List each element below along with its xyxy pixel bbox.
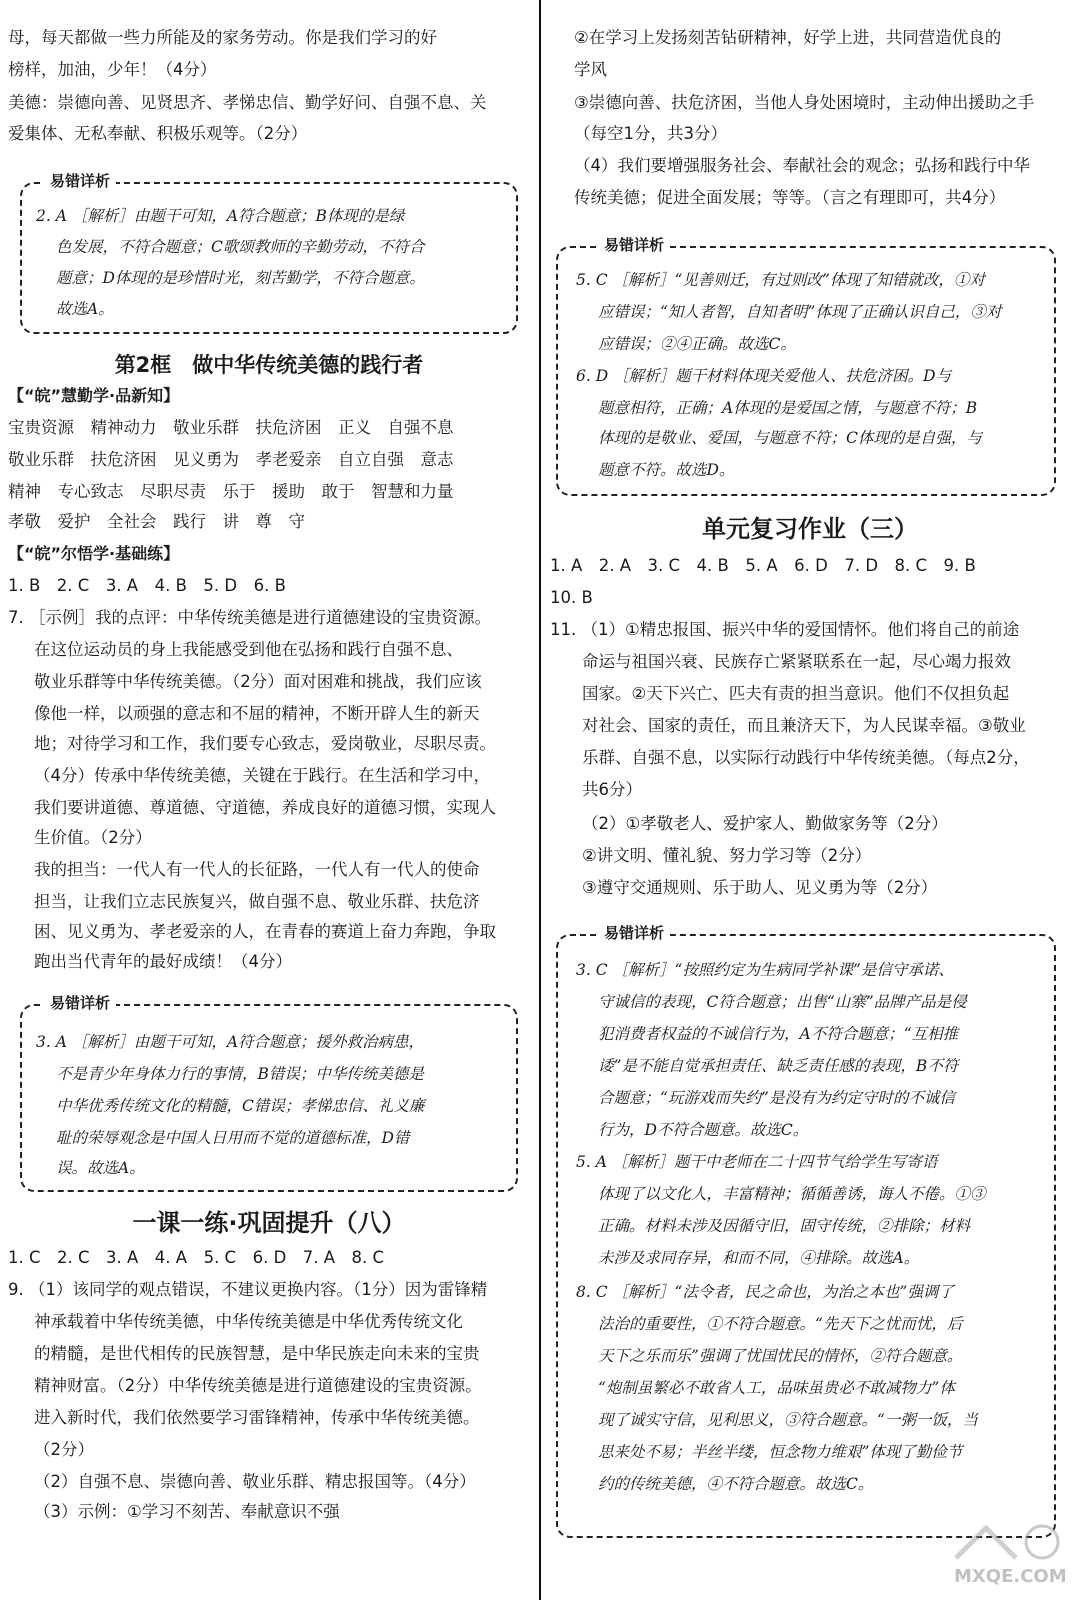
text-line: 5. A ［解析］题干中老师在二十四节气给学生写寄语 (576, 1153, 938, 1171)
text-line: 天下之乐而乐”强调了忧国忧民的情怀，②符合题意。 (598, 1347, 963, 1365)
text-line: 误。故选A。 (56, 1159, 145, 1177)
answer-line: 1. A 2. A 3. C 4. B 5. A 6. D 7. D 8. C 9. B (550, 556, 976, 575)
text-line: （2分） (34, 1440, 94, 1459)
section-title: 单元复习作业（三） (702, 515, 918, 543)
text-line: 的精髓，是世代相传的民族智慧，是中华民族走向未来的宝贵 (34, 1344, 480, 1363)
text-line: 色发展，不符合题意；C歌颂教师的辛勤劳动，不符合 (56, 238, 425, 256)
text-line: 诿”是不能自觉承担责任、缺乏责任感的表现，B不符 (598, 1057, 959, 1075)
text-line: 国家。②天下兴亡、匹夫有责的担当意识。他们不仅担负起 (582, 684, 1010, 703)
text-line: 3. C ［解析］“按照约定为生病同学补课”是信守承诺、 (576, 961, 954, 979)
text-line: 孝敬 爱护 全社会 践行 讲 尊 守 (8, 512, 305, 531)
text-line: 体现了以文化人，丰富精神；循循善诱，诲人不倦。①③ (598, 1185, 986, 1203)
box-title: 易错详析 (598, 924, 670, 942)
text-line: 在这位运动员的身上我能感受到他在弘扬和践行自强不息、 (34, 640, 463, 659)
text-line: 不是青少年身体力行的事情，B错误；中华传统美德是 (56, 1065, 424, 1083)
error-analysis-box (20, 172, 518, 334)
text-line: （4）我们要增强服务社会、奉献社会的观念；弘扬和践行中华 (574, 156, 1030, 175)
text-line: 题意；D体现的是珍惜时光，刻苦勤学，不符合题意。 (56, 269, 425, 287)
box-title: 易错详析 (598, 236, 670, 254)
text-line: 敬业乐群等中华传统美德。（2分）面对困难和挑战，我们应该 (34, 672, 482, 691)
text-line: 现了诚实守信，见利思义，③符合题意。“一粥一饭，当 (598, 1411, 978, 1429)
text-line: ②在学习上发扬刻苦钻研精神，好学上进，共同营造优良的 (574, 28, 1002, 47)
text-line: 故选A。 (56, 300, 114, 318)
text-line: 传统美德；促进全面发展；等等。（言之有理即可，共4分） (574, 188, 1006, 207)
text-line: 榜样，加油，少年！（4分） (8, 60, 217, 79)
text-line: 对社会、国家的责任，而且兼济天下，为人民谋幸福。③敬业 (582, 716, 1026, 735)
text-line: 爱集体、无私奉献、积极乐观等。（2分） (8, 124, 308, 143)
text-line: 2. A ［解析］由题干可知，A符合题意；B体现的是绿 (36, 207, 405, 225)
text-line: 母，每天都做一些力所能及的家务劳动。你是我们学习的好 (8, 28, 437, 47)
text-line: 进入新时代，我们依然要学习雷锋精神，传承中华传统美德。 (34, 1408, 480, 1427)
watermark-icon (946, 1518, 1066, 1588)
box-title: 易错详析 (44, 994, 116, 1012)
text-line: （2）自强不息、崇德向善、敬业乐群、精忠报国等。（4分） (34, 1472, 476, 1491)
text-line: 乐群、自强不息，以实际行动践行中华传统美德。（每点2分， (582, 748, 1030, 767)
text-line: 体现的是敬业、爱国，与题意不符；C体现的是自强，与 (598, 429, 982, 447)
error-analysis-box (556, 236, 1056, 496)
text-line: 9. （1）该同学的观点错误，不建议更换内容。（1分）因为雷锋精 (8, 1280, 488, 1299)
text-line: 敬业乐群 扶危济困 见义勇为 孝老爱亲 自立自强 意志 (8, 450, 454, 469)
text-line: 7. ［示例］我的点评：中华传统美德是进行道德建设的宝贵资源。 (8, 608, 491, 627)
error-analysis-box (20, 994, 518, 1192)
text-line: （3）示例：①学习不刻苦、奉献意识不强 (34, 1502, 340, 1521)
error-analysis-box (556, 924, 1056, 1538)
text-line: 学风 (574, 60, 607, 79)
text-line: 精神 专心致志 尽职尽责 乐于 援助 敢于 智慧和力量 (8, 482, 454, 501)
text-line: 美德：崇德向善、见贤思齐、孝悌忠信、勤学好问、自强不息、关 (8, 93, 487, 112)
text-line: 中华优秀传统文化的精髓，C错误；孝悌忠信、礼义廉 (56, 1097, 425, 1115)
text-line: 8. C ［解析］“法令者，民之命也，为治之本也”强调了 (576, 1283, 954, 1301)
text-line: 宝贵资源 精神动力 敬业乐群 扶危济困 正义 自强不息 (8, 418, 454, 437)
text-line: 3. A ［解析］由题干可知，A符合题意；援外救治病患， (36, 1033, 425, 1051)
text-line: 11. （1）①精忠报国、振兴中华的爱国情怀。他们将自己的前途 (550, 620, 1020, 639)
text-line: 像他一样，以顽强的意志和不屈的精神，不断开辟人生的新天 (34, 704, 480, 723)
section-tag: 【“皖”尔悟学·基础练】 (8, 544, 180, 563)
text-line: 应错误；②④正确。故选C。 (598, 335, 796, 353)
text-line: 约的传统美德，④不符合题意。故选C。 (598, 1475, 874, 1493)
text-line: ③遵守交通规则、乐于助人、见义勇为等（2分） (582, 878, 938, 897)
text-line: （2）①孝敬老人、爱护家人、勤做家务等（2分） (582, 814, 948, 833)
text-line: 题意相符，正确；A体现的是爱国之情，与题意不符；B (598, 399, 978, 417)
text-line: 行为，D不符合题意。故选C。 (598, 1121, 809, 1139)
text-line: 法治的重要性，①不符合题意。“先天下之忧而忧，后 (598, 1315, 963, 1333)
text-line: 思来处不易；半丝半缕，恒念物力维艰”体现了勤俭节 (598, 1443, 963, 1461)
text-line: 应错误；“知人者智，自知者明”体现了正确认识自己，③对 (598, 303, 1002, 321)
text-line: 题意不符。故选D。 (598, 461, 735, 479)
text-line: 命运与祖国兴衰、民族存亡紧紧联系在一起，尽心竭力报效 (582, 652, 1011, 671)
answer-line: 1. C 2. C 3. A 4. A 5. C 6. D 7. A 8. C (8, 1248, 385, 1267)
watermark-logo (946, 1518, 1066, 1588)
text-line: （每空1分，共3分） (574, 124, 727, 143)
section-title: 第2框 做中华传统美德的践行者 (114, 353, 424, 377)
column-divider (539, 0, 541, 1600)
text-line: 未涉及求同存异，和而不同，④排除。故选A。 (598, 1249, 920, 1267)
text-line: 我们要讲道德、尊道德、守道德，养成良好的道德习惯，实现人 (34, 798, 496, 817)
text-line: ②讲文明、懂礼貌、努力学习等（2分） (582, 846, 872, 865)
section-title: 一课一练·巩固提升（八） (132, 1209, 406, 1237)
text-line: 困、见义勇为、孝老爱亲的人，在青春的赛道上奋力奔跑，争取 (34, 922, 496, 941)
watermark-text: MXQE.COM (954, 1566, 1066, 1587)
section-tag: 【“皖”慧勤学·品新知】 (8, 386, 180, 405)
answer-line: 10. B (550, 588, 593, 607)
box-title: 易错详析 (44, 172, 116, 190)
answer-line: 1. B 2. C 3. A 4. B 5. D 6. B (8, 576, 286, 595)
text-line: 5. C ［解析］“见善则迁，有过则改”体现了知错就改，①对 (576, 271, 985, 289)
text-line: 生价值。（2分） (34, 828, 152, 847)
text-line: （4分）传承中华传统美德，关键在于践行。在生活和学习中， (34, 766, 490, 785)
text-line: 犯消费者权益的不诚信行为，A不符合题意；“互相推 (598, 1025, 959, 1043)
text-line: 神承载着中华传统美德，中华传统美德是中华优秀传统文化 (34, 1312, 463, 1331)
text-line: 地；对待学习和工作，我们要专心致志，爱岗敬业，尽职尽责。 (34, 734, 496, 753)
text-line: 耻的荣辱观念是中国人日用而不觉的道德标准，D错 (56, 1129, 410, 1147)
text-line: 正确。材料未涉及因循守旧，固守传统，②排除；材料 (598, 1217, 971, 1235)
text-line: 担当，让我们立志民族复兴，做自强不息、敬业乐群、扶危济 (34, 892, 480, 911)
text-line: 跑出当代青年的最好成绩！（4分） (34, 952, 292, 971)
text-line: 守诚信的表现，C符合题意；出售“山寨”品牌产品是侵 (598, 993, 967, 1011)
text-line: 合题意；“玩游戏而失约”是没有为约定守时的不诚信 (598, 1089, 955, 1107)
text-line: 共6分） (582, 780, 642, 799)
text-line: 6. D ［解析］题干材料体现关爱他人、扶危济困。D与 (576, 367, 951, 385)
text-line: “炮制虽繁必不敢省人工，品味虽贵必不敢减物力”体 (598, 1379, 955, 1397)
text-line: 精神财富。（2分）中华传统美德是进行道德建设的宝贵资源。 (34, 1376, 482, 1395)
text-line: ③崇德向善、扶危济困，当他人身处困境时，主动伸出援助之手 (574, 93, 1035, 112)
text-line: 我的担当：一代人有一代人的长征路，一代人有一代人的使命 (34, 860, 480, 879)
